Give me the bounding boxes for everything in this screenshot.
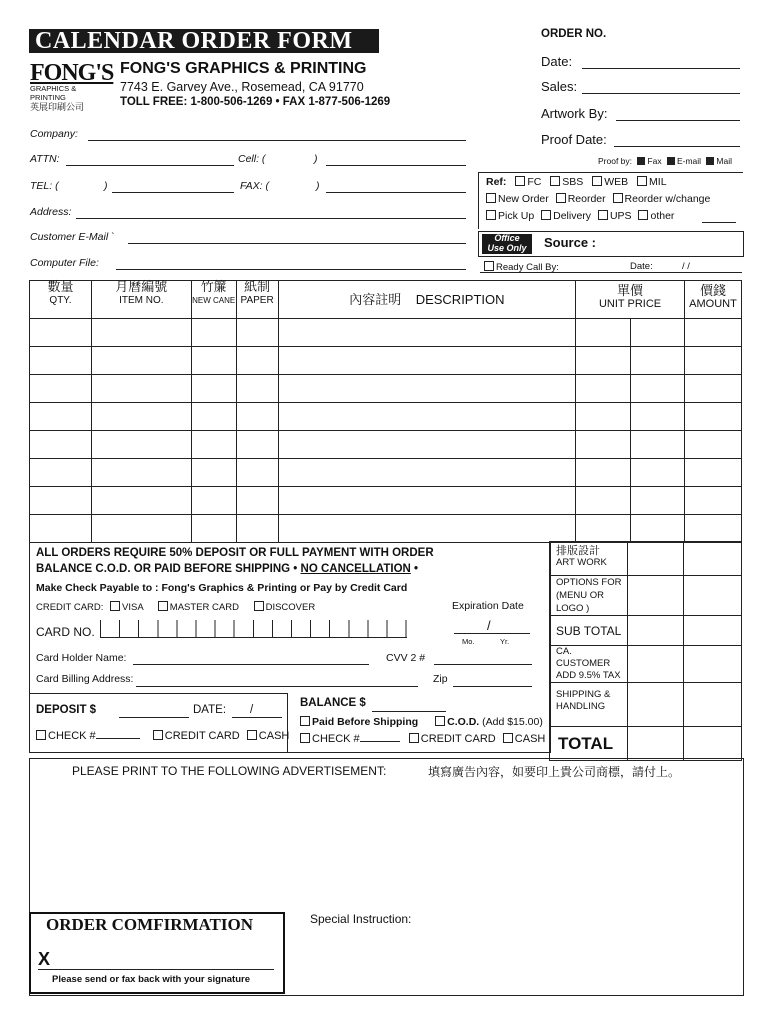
ref-label: Ref: [486, 176, 507, 188]
ups-label: UPS [609, 210, 632, 222]
proof-email-label: E-mail [676, 156, 702, 166]
ref-sbs-label: SBS [562, 176, 584, 188]
total-price[interactable] [627, 727, 684, 761]
deposit-credit-checkbox[interactable] [153, 730, 163, 740]
order-confirmation-title: ORDER COMFIRMATION [46, 915, 253, 934]
balance-check-field[interactable] [360, 741, 400, 742]
table-row[interactable] [30, 431, 742, 459]
ref-mil-label: MIL [649, 176, 667, 188]
proof-date-field[interactable] [614, 146, 740, 147]
attn-field[interactable] [66, 165, 234, 166]
deposit-credit-label: CREDIT CARD [164, 730, 240, 742]
discover-label: DISCOVER [265, 602, 316, 613]
logo-text: FONG'S [30, 60, 114, 86]
signature-x: X [38, 949, 51, 969]
credit-card-options [36, 601, 315, 613]
balance-options [300, 716, 543, 728]
art-work-zh: 排版設計 [556, 544, 600, 557]
deposit-date-slash: / [250, 704, 254, 716]
art-work-price[interactable] [627, 542, 684, 576]
deposit-notice-2 [36, 563, 418, 575]
other-checkbox[interactable] [638, 210, 648, 220]
company-phones: TOLL FREE: 1-800-506-1269 • FAX 1-877-506-1269 [120, 96, 391, 108]
ready-call-label: Ready Call By: [496, 262, 559, 273]
deposit-check-field[interactable] [96, 738, 140, 739]
balance-label: BALANCE $ [300, 697, 366, 709]
ups-checkbox[interactable] [598, 210, 608, 220]
ref-row3 [486, 210, 674, 222]
address-field[interactable] [76, 218, 466, 219]
paid-before-label: Paid Before Shipping [312, 716, 419, 728]
credit-card-label: CREDIT CARD: [36, 602, 104, 613]
tel-label: TEL: ( [30, 180, 59, 192]
cod-add-label: (Add $15.00) [482, 716, 543, 728]
mastercard-checkbox[interactable] [158, 601, 168, 611]
holder-label: Card Holder Name: [36, 652, 127, 664]
signature-field[interactable] [38, 969, 274, 970]
address-label: Address: [30, 206, 72, 218]
art-work-amount[interactable] [684, 542, 742, 576]
total-amount[interactable] [684, 727, 742, 761]
email-field[interactable] [128, 243, 466, 244]
cod-checkbox[interactable] [435, 716, 445, 726]
amount-header: 價錢 AMOUNT [684, 281, 741, 319]
table-row[interactable] [30, 515, 742, 543]
total-row [550, 727, 742, 761]
mastercard-label: MASTER CARD [169, 602, 239, 613]
unit-price-header: 單價 UNIT PRICE [576, 281, 685, 319]
deposit-box [29, 693, 288, 753]
office-use-label [482, 234, 532, 254]
email-label: Customer E-Mail ` [30, 231, 115, 243]
deposit-date-field[interactable] [232, 717, 282, 718]
proof-by [598, 156, 732, 166]
shipping-label: SHIPPING & HANDLING [556, 689, 611, 712]
deposit-check-checkbox[interactable] [36, 730, 46, 740]
proof-date-label: Proof Date: [541, 132, 607, 147]
ref-row1 [486, 176, 667, 188]
card-number-field[interactable] [100, 620, 407, 638]
reorder-checkbox[interactable] [556, 193, 566, 203]
pick-up-checkbox[interactable] [486, 210, 496, 220]
options-row [550, 576, 742, 616]
paid-before-checkbox[interactable] [300, 716, 310, 726]
office-date-slashes: / / [682, 261, 690, 272]
visa-label: VISA [122, 602, 144, 613]
ref-web-label: WEB [604, 176, 629, 188]
office-date-label: Date: [630, 261, 653, 272]
item-no-header: 月曆編號 ITEM NO. [91, 281, 191, 319]
tax-label: CA. CUSTOMER ADD 9.5% TAX [556, 646, 621, 681]
tel-close: ) [104, 180, 108, 192]
options-amount[interactable] [684, 576, 742, 616]
ref-web-checkbox[interactable] [592, 176, 602, 186]
cell-close: ) [314, 153, 318, 165]
deposit-cash-label: CASH [258, 730, 290, 742]
card-no-label: CARD NO. [36, 625, 95, 639]
exp-yr: Yr. [500, 637, 510, 646]
subtotal-label: SUB TOTAL [556, 623, 622, 638]
fax-label: FAX: ( [240, 180, 269, 192]
delivery-checkbox[interactable] [541, 210, 551, 220]
cod-label: C.O.D. [447, 716, 480, 728]
order-no-label: ORDER NO. [541, 28, 607, 40]
ref-fc-label: FC [527, 176, 542, 188]
total-label: TOTAL [558, 733, 614, 753]
art-work-row [550, 542, 742, 576]
reorder-change-label: Reorder w/change [624, 193, 711, 205]
sales-field[interactable] [582, 93, 740, 94]
ready-call-checkbox[interactable] [484, 261, 494, 271]
shipping-amount[interactable] [684, 683, 742, 727]
cvv-label: CVV 2 # [386, 652, 426, 664]
balance-check-label: CHECK # [312, 733, 360, 745]
balance-check-checkbox[interactable] [300, 733, 310, 743]
company-field[interactable] [88, 140, 466, 141]
company-name: FONG'S GRAPHICS & PRINTING [120, 60, 367, 77]
deposit-notice-1: ALL ORDERS REQUIRE 50% DEPOSIT OR FULL PAYMENT WITH ORDER [36, 547, 434, 559]
subtotal-row [550, 616, 742, 646]
signature-note: Please send or fax back with your signature [52, 974, 250, 985]
source-label: Source : [544, 235, 597, 250]
reorder-label: Reorder [567, 193, 606, 205]
deposit-cash-checkbox[interactable] [247, 730, 257, 740]
balance-cash-checkbox[interactable] [503, 733, 513, 743]
date-label: Date: [541, 54, 573, 69]
table-row[interactable] [30, 375, 742, 403]
table-row[interactable] [30, 403, 742, 431]
deposit-field[interactable] [119, 717, 189, 718]
balance-credit-label: CREDIT CARD [420, 733, 496, 745]
balance-cash-label: CASH [514, 733, 546, 745]
discover-checkbox[interactable] [254, 601, 264, 611]
table-row[interactable] [30, 487, 742, 515]
description-header: 內容註明 DESCRIPTION [278, 281, 576, 319]
visa-checkbox[interactable] [110, 601, 120, 611]
date-field[interactable] [582, 68, 740, 69]
totals-table [549, 541, 742, 761]
subtotal-price[interactable] [627, 616, 684, 646]
company-address: 7743 E. Garvey Ave., Rosemead, CA 91770 [120, 80, 364, 94]
other-label: other [650, 210, 675, 222]
new-order-checkbox[interactable] [486, 193, 496, 203]
tax-price[interactable] [627, 646, 684, 683]
logo-zh: 英展印刷公司 [30, 102, 85, 112]
computer-file-field[interactable] [116, 269, 466, 270]
table-row[interactable] [30, 459, 742, 487]
computer-file-label: Computer File: [30, 257, 99, 269]
proof-email-checkbox[interactable] [667, 157, 675, 165]
fax-close: ) [316, 180, 320, 192]
cell-field[interactable] [326, 165, 466, 166]
sales-label: Sales: [541, 79, 578, 94]
logo-sub: GRAPHICS & PRINTING [30, 84, 77, 102]
table-row[interactable] [30, 319, 742, 347]
deposit-label: DEPOSIT $ [36, 704, 97, 716]
office-label-line2: Use Only [487, 242, 527, 253]
holder-field[interactable] [133, 664, 369, 665]
special-instruction-label: Special Instruction: [310, 912, 412, 926]
notice-no-cancel: NO CANCELLATION [300, 563, 411, 575]
form-title: CALENDAR ORDER FORM [29, 29, 379, 53]
advert-instruction-zh: 填寫廣告內容，如要印上貴公司商標，請付上。 [428, 765, 681, 779]
ref-row2 [486, 193, 710, 205]
shipping-row [550, 683, 742, 727]
balance-field[interactable] [372, 711, 446, 712]
art-work-label: ART WORK [556, 557, 607, 568]
office-date-field[interactable] [480, 272, 742, 273]
expiration-field[interactable] [454, 633, 530, 634]
fax-field[interactable] [326, 192, 466, 193]
subtotal-amount[interactable] [684, 616, 742, 646]
proof-fax-label: Fax [647, 156, 662, 166]
artwork-by-field[interactable] [616, 120, 740, 121]
deposit-check-label: CHECK # [48, 730, 96, 742]
ref-fc-checkbox[interactable] [515, 176, 525, 186]
cell-label: Cell: ( [238, 153, 266, 165]
proof-mail-checkbox[interactable] [706, 157, 714, 165]
balance-payment-methods [300, 733, 545, 745]
reorder-change-checkbox[interactable] [613, 193, 623, 203]
artwork-by-label: Artwork By: [541, 106, 608, 121]
advert-instruction: PLEASE PRINT TO THE FOLLOWING ADVERTISEMENT: [72, 764, 387, 778]
notice-balance: BALANCE C.O.D. OR PAID BEFORE SHIPPING • [36, 563, 298, 575]
office-label-line1: Office [494, 233, 520, 243]
tax-row [550, 646, 742, 683]
options-price[interactable] [627, 576, 684, 616]
zip-label: Zip [433, 673, 448, 685]
shipping-price[interactable] [627, 683, 684, 727]
balance-credit-checkbox[interactable] [409, 733, 419, 743]
table-row[interactable] [30, 347, 742, 375]
company-logo [30, 60, 114, 112]
notice-bullet: • [414, 563, 419, 575]
exp-mo: Mo. [462, 637, 475, 646]
ref-mil-checkbox[interactable] [637, 176, 647, 186]
pick-up-label: Pick Up [498, 210, 535, 222]
zip-field[interactable] [453, 686, 532, 687]
new-order-label: New Order [498, 193, 549, 205]
deposit-payment-methods [36, 730, 289, 742]
qty-header: 數量 QTY. [30, 281, 92, 319]
paper-header: 紙制 PAPER [236, 281, 278, 319]
attn-label: ATTN: [30, 153, 60, 165]
payable-note: Make Check Payable to : Fong's Graphics & Printing or Pay by Credit Card [36, 582, 408, 594]
proof-fax-checkbox[interactable] [637, 157, 645, 165]
ref-sbs-checkbox[interactable] [550, 176, 560, 186]
new-cane-header: 竹簾 NEW CANE [191, 281, 236, 319]
company-field-label: Company: [30, 128, 78, 140]
tel-field[interactable] [112, 192, 234, 193]
cvv-field[interactable] [434, 664, 532, 665]
proof-mail-label: Mail [716, 156, 733, 166]
proof-by-label: Proof by: [598, 156, 633, 166]
billing-field[interactable] [136, 686, 418, 687]
delivery-label: Delivery [553, 210, 592, 222]
tax-amount[interactable] [684, 646, 742, 683]
expiration-label: Expiration Date [452, 600, 524, 612]
exp-slash: / [487, 618, 491, 633]
options-label: OPTIONS FOR (MENU OR LOGO ) [556, 577, 622, 614]
other-field[interactable] [702, 222, 736, 223]
order-table [29, 280, 742, 543]
billing-label: Card Billing Address: [36, 673, 134, 685]
deposit-date-label: DATE: [193, 704, 227, 716]
